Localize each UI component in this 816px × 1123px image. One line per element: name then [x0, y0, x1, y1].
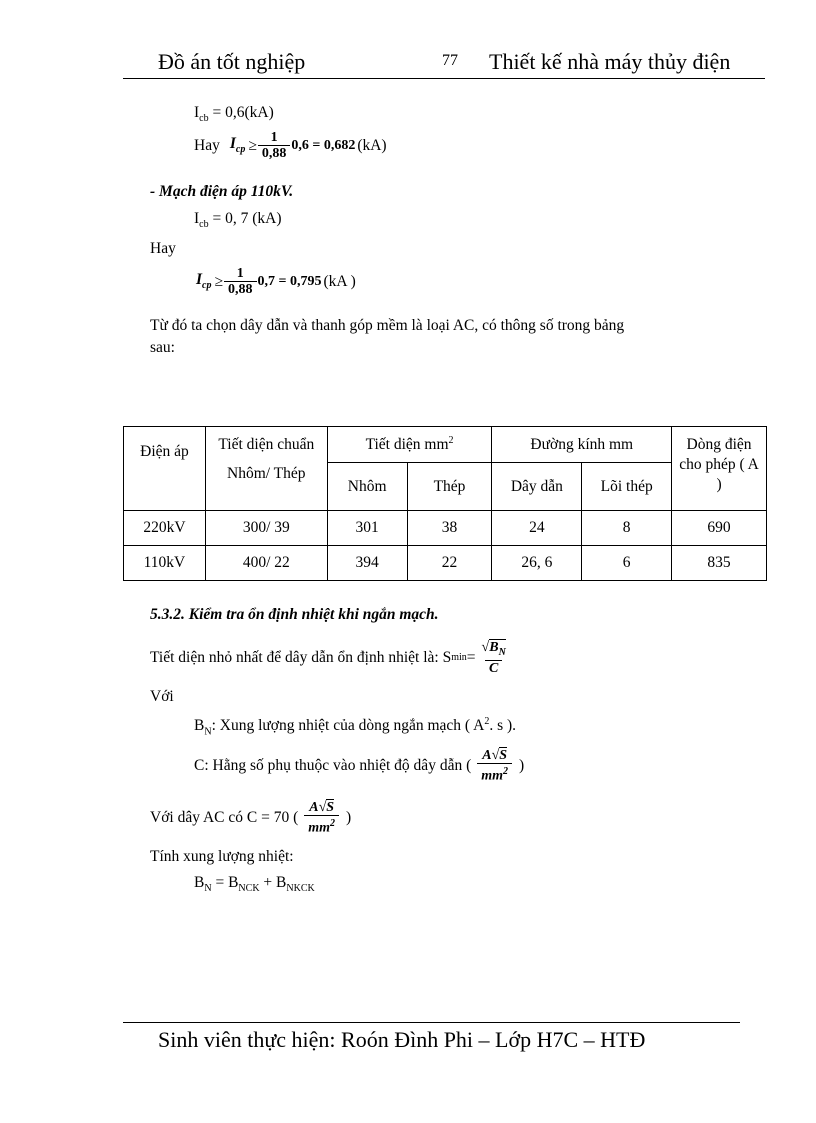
th-dien-ap: Điện áp [124, 427, 206, 511]
bn-definition: $B_N$: Xung lượng nhiệt của dòng ngắn mạch ( $A^2$. s ). [194, 716, 517, 738]
header-right-title: Thiết kế nhà máy thủy điện [489, 49, 731, 74]
section-532-title: 5.3.2. Kiểm tra ổn định nhiệt khi ngắn mạch. [150, 606, 439, 623]
table-row: 220kV 300/ 39 301 38 24 8 690 [124, 511, 767, 546]
unit-fraction-a-sqrt-s: $\frac{A√S}{mm^2}$ [477, 748, 512, 784]
c-definition: C: Hằng số phụ thuộc vào nhiệt độ dây dẫn ( $\frac{A√S}{mm^2}$ ) [194, 748, 525, 784]
voi-label: Với [150, 688, 174, 705]
intro-line-2: sau: [150, 339, 175, 356]
icb-110-line: $I_{cb} = 0$, 7 (kA) [194, 210, 282, 231]
fraction-1-over-088-b: $\frac{1}{0,88}$ [224, 266, 257, 297]
th-tiet-dien-mm: Tiết diện $mm^2$ [327, 427, 492, 463]
footer-rule [123, 1022, 740, 1023]
th-tiet-dien-chuan: Tiết diện chuẩn Nhôm/ Thép [205, 427, 327, 511]
icb-220-line: $I_{cb} = 0,6(kA)$ [194, 104, 274, 125]
tinh-xung-luong-label: Tính xung lượng nhiệt: [150, 848, 294, 865]
th-dong-dien: Dòng điện cho phép ( A ) [672, 427, 767, 511]
smin-formula-line: Tiết diện nhỏ nhất để dây dẫn ổn định nhiệt là: S min = $\frac{√B_N}{C}$ [150, 640, 511, 676]
bn-equation: $B_N = B_{NCK} + B_{NKCK}$ [194, 874, 315, 895]
th-day-dan: Dây dẫn [492, 463, 582, 511]
fraction-sqrt-bn-over-c: $\frac{√B_N}{C}$ [481, 640, 506, 676]
th-loi-thep: Lõi thép [582, 463, 672, 511]
section-110kv-title: - Mạch điện áp 110kV. [150, 183, 294, 200]
page-number: 77 [442, 52, 458, 69]
intro-line-1: Từ đó ta chọn dây dẫn và thanh góp mềm là loại AC, có thông số trong bảng [150, 317, 625, 334]
th-duong-kinh: Đường kính mm [492, 427, 672, 463]
unit-fraction-a-sqrt-s-2: $\frac{A√S}{mm^2}$ [304, 800, 339, 836]
icp-220-formula: Hay $I_{cp}$ ≥ $\frac{1}{0,88}$ 0,6 = 0,682 (kA) [194, 130, 387, 161]
header-rule [123, 78, 765, 79]
header-left-title: Đồ án tốt nghiệp [158, 49, 306, 74]
footer-text: Sinh viên thực hiện: Roón Đình Phi – Lớp H7C – HTĐ [158, 1027, 646, 1052]
conductor-spec-table [123, 426, 767, 581]
icp-110-formula: $I_{cp}$ ≥ $\frac{1}{0,88}$ 0,7 = 0,795 (kA ) [196, 266, 356, 297]
hay-label: Hay [150, 240, 176, 257]
th-thep: Thép [407, 463, 492, 511]
fraction-1-over-088: $\frac{1}{0,88}$ [258, 130, 291, 161]
th-nhom: Nhôm [327, 463, 407, 511]
table-row: 110kV 400/ 22 394 22 26, 6 6 835 [124, 546, 767, 581]
voi-day-ac-line: Với dây AC có C = 70 ( $\frac{A√S}{mm^2}$ ) [150, 800, 352, 836]
